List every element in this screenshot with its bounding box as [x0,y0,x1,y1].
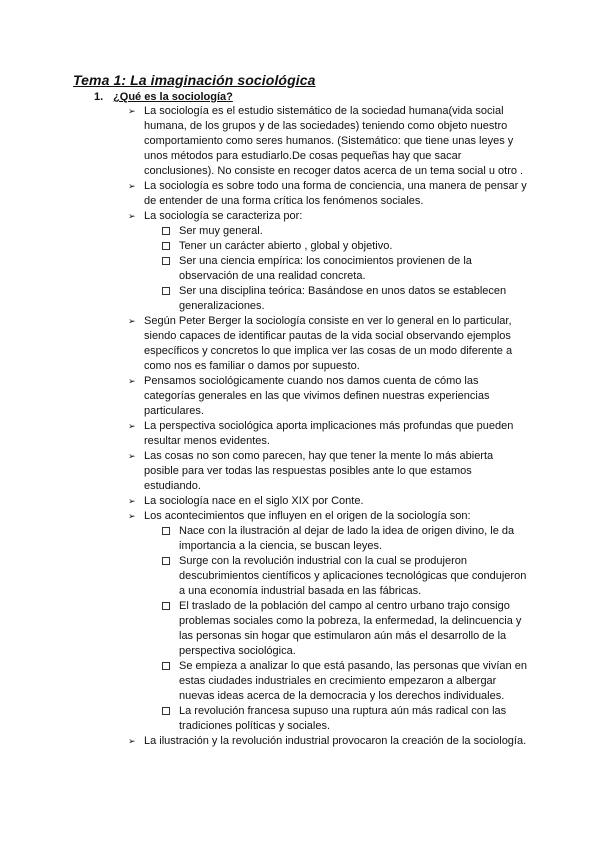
arrow-bullet-icon: ➢ [128,211,136,221]
arrow-bullet-icon: ➢ [128,496,136,506]
arrow-bullet-icon: ➢ [128,736,136,746]
checkbox-icon [162,242,170,250]
checkbox-icon [162,707,170,715]
checkbox-item-text: Ser una ciencia empírica: los conocimientos provienen de la observación de una realidad concreta. [179,255,472,282]
bullet-item [128,179,528,209]
checkbox-icon [162,257,170,265]
checkbox-item-text: Ser una disciplina teórica: Basándose en unos datos se establecen generalizaciones. [179,285,507,312]
checkbox-item-text: Surge con la revolución industrial con la cual se produjeron descubrimientos científicos y aplicaciones tecnológicas que condujeron a una economía industrial basada en las fábricas. [179,555,527,597]
bullet-item-text: La perspectiva sociológica aporta implicaciones más profundas que pueden resultar menos evidentes. [144,420,514,447]
checkbox-item [162,254,528,284]
arrow-bullet-icon: ➢ [128,511,136,521]
checkbox-item [162,554,528,599]
bullet-item-text: Según Peter Berger la sociología consiste en ver lo general en lo particular, siendo capaces de identificar pautas de la vida social observando ejemplos específicos y concretos lo que implica ver las cosas de un modo diferente a como nos es familiar o damos por supuesto. [144,315,513,372]
checkbox-icon [162,557,170,565]
section-heading-text: ¿Qué es la sociología? [113,91,233,103]
checkbox-item-text: Ser muy general. [179,225,263,237]
bullet-item-text: La sociología nace en el siglo XIX por Conte. [144,495,364,507]
bullet-item [128,209,528,224]
checkbox-icon [162,527,170,535]
bullet-item [128,314,528,374]
page-title: Tema 1: La imaginación sociológica [73,72,316,88]
bullet-item-text: La sociología es sobre todo una forma de conciencia, una manera de pensar y de entender de una forma crítica los fenómenos sociales. [144,180,527,207]
checkbox-item-text: Tener un carácter abierto , global y objetivo. [179,240,393,252]
checkbox-item [162,239,528,254]
bullet-item-text: La sociología es el estudio sistemático de la sociedad humana(vida social humana, de los grupos y de las sociedades) teniendo como objeto nuestro comportamiento como seres humanos. (Sistemático: que tiene unas leyes y unos métodos para estudiarlo.De cosas pequeñas hay que sacar conclusiones). No consiste en recoger datos acerca de un tema social u otro . [144,105,524,177]
bullet-item-text: Pensamos sociológicamente cuando nos damos cuenta de cómo las categorías generales en las que vivimos definen nuestras experiencias particulares. [144,375,490,417]
bullet-item-text: La ilustración y la revolución industrial provocaron la creación de la sociología. [144,735,527,747]
checkbox-item [162,224,528,239]
checkbox-item-text: La revolución francesa supuso una ruptura aún más radical con las tradiciones políticas y sociales. [179,705,507,732]
checkbox-item-text: Nace con la ilustración al dejar de lado la idea de origen divino, le da importancia a la ciencia, se buscan leyes. [179,525,515,552]
bullet-item [128,419,528,449]
checkbox-item [162,704,528,734]
checkbox-item-text: El traslado de la población del campo al centro urbano trajo consigo problemas sociales como la pobreza, la enfermedad, la delincuencia y las personas sin hogar que estimularon aún más el desarrollo de la perspectiva sociológica. [179,600,522,657]
arrow-bullet-icon: ➢ [128,106,136,116]
section-number: 1. [94,91,104,103]
arrow-bullet-icon: ➢ [128,451,136,461]
arrow-bullet-icon: ➢ [128,376,136,386]
bullet-item [128,494,528,509]
bullet-item-text: Las cosas no son como parecen, hay que tener la mente lo más abierta posible para ver todas las respuestas posibles ante lo que estamos estudiando. [144,450,494,492]
arrow-bullet-icon: ➢ [128,181,136,191]
sub-list [128,524,528,734]
checkbox-icon [162,662,170,670]
checkbox-item [162,284,528,314]
bullet-item-text: Los acontecimientos que influyen en el origen de la sociología son: [144,510,471,522]
bullet-item [128,374,528,419]
bullet-list [128,104,528,749]
section-heading [94,91,233,103]
sub-list [128,224,528,314]
checkbox-icon [162,602,170,610]
checkbox-item [162,524,528,554]
bullet-item [128,449,528,494]
checkbox-item-text: Se empieza a analizar lo que está pasando, las personas que vivían en estas ciudades industriales en crecimiento empezaron a albergar nuevas ideas acerca de la democracia y los derechos individuales. [179,660,527,702]
bullet-item-text: La sociología se caracteriza por: [144,210,303,222]
bullet-item [128,734,528,749]
checkbox-icon [162,227,170,235]
bullet-item [128,104,528,179]
checkbox-item [162,659,528,704]
bullet-item [128,509,528,524]
checkbox-icon [162,287,170,295]
arrow-bullet-icon: ➢ [128,316,136,326]
arrow-bullet-icon: ➢ [128,421,136,431]
checkbox-item [162,599,528,659]
